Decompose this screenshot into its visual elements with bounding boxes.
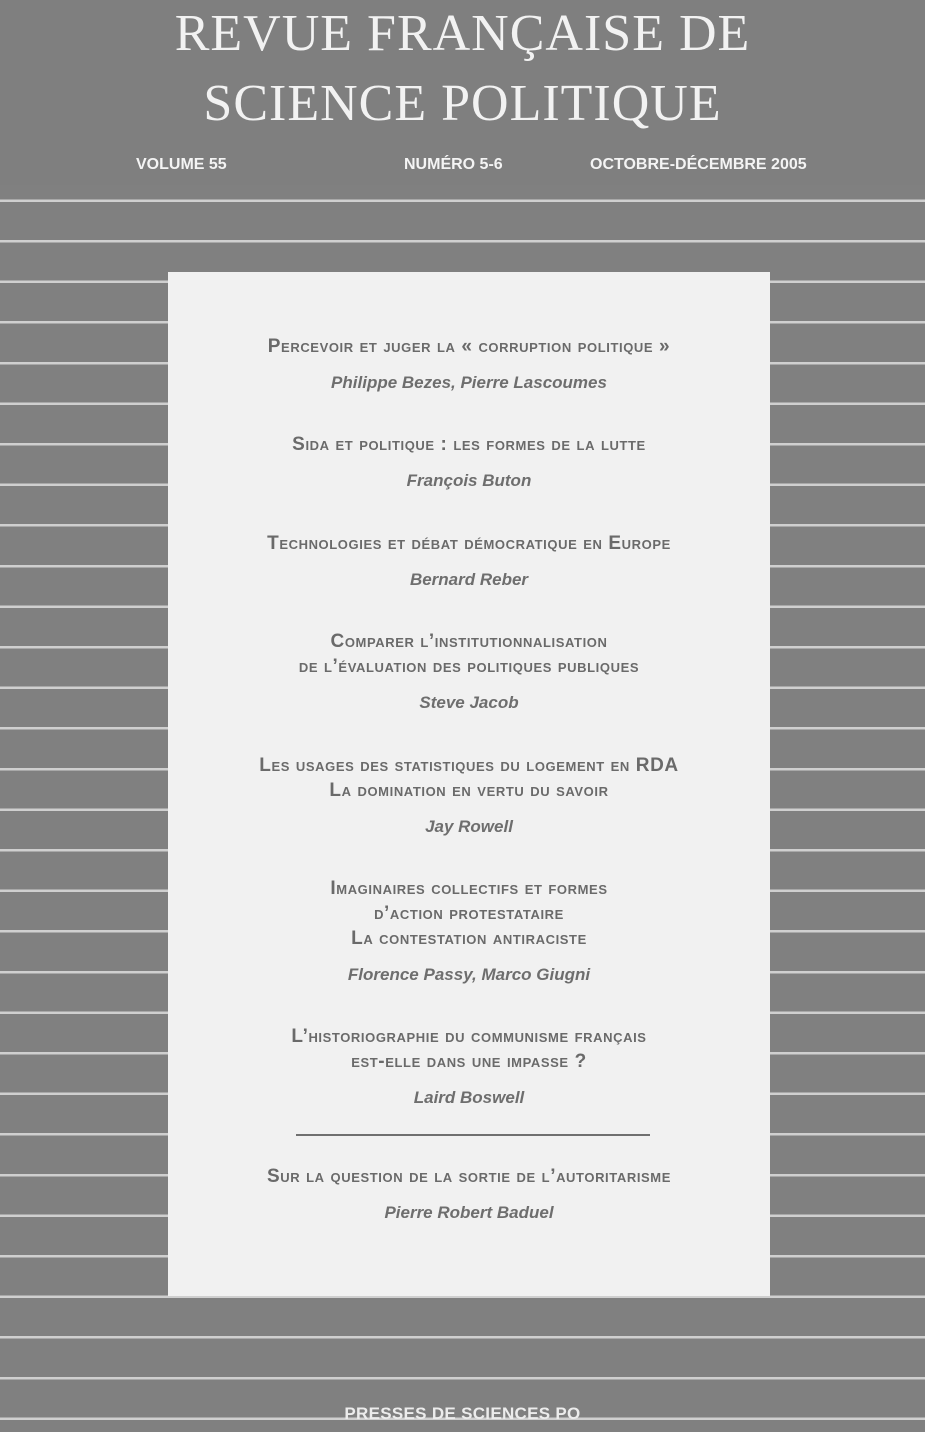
masthead — [0, 0, 925, 185]
article-title-line-2: de l’évaluation des politiques publiques — [298, 656, 640, 677]
contents-entry — [168, 531, 770, 590]
article-title-line-3: La contestation antiraciste — [351, 928, 587, 949]
article-authors: Bernard Reber — [409, 570, 529, 589]
publisher-name: PRESSES DE SCIENCES PO — [344, 1404, 581, 1423]
article-title: Percevoir et juger la « corruption politique » — [267, 336, 671, 357]
article-authors: Steve Jacob — [419, 693, 519, 712]
article-title-line-1: L’historiographie du communisme français — [291, 1026, 647, 1047]
contents-entry — [168, 753, 770, 837]
journal-title-line-1: REVUE FRANÇAISE DE — [174, 5, 751, 62]
article-title-line-2: d’action protestataire — [374, 903, 564, 924]
contents-panel — [168, 272, 770, 1296]
contents-entry — [168, 876, 770, 985]
article-title: Sur la question de la sortie de l’autoritarisme — [266, 1166, 671, 1187]
article-authors: Florence Passy, Marco Giugni — [347, 965, 591, 984]
article-title-line-2: La domination en vertu du savoir — [329, 780, 609, 801]
contents-entry — [168, 334, 770, 393]
section-divider — [296, 1134, 650, 1136]
contents-entry — [168, 1164, 770, 1223]
volume-label: VOLUME 55 — [136, 156, 227, 173]
article-title-line-2: est-elle dans une impasse ? — [351, 1051, 587, 1072]
issue-date: OCTOBRE-DÉCEMBRE 2005 — [590, 156, 807, 173]
contents-entry — [168, 1024, 770, 1108]
article-title-line-1: Les usages des statistiques du logement en RDA — [259, 755, 679, 776]
issue-number: NUMÉRO 5-6 — [404, 156, 503, 173]
article-title-line-1: Imaginaires collectifs et formes — [330, 878, 608, 899]
article-authors: Pierre Robert Baduel — [384, 1203, 554, 1222]
article-title-line-1: Comparer l’institutionnalisation — [330, 631, 608, 652]
journal-title-line-2: SCIENCE POLITIQUE — [203, 75, 722, 132]
contents-entry — [168, 629, 770, 713]
contents-entry — [168, 432, 770, 491]
article-authors: François Buton — [406, 471, 532, 490]
article-title: Technologies et débat démocratique en Europe — [267, 533, 671, 554]
article-title: Sida et politique : les formes de la lutte — [292, 434, 646, 455]
article-authors: Laird Boswell — [413, 1088, 525, 1107]
article-authors: Philippe Bezes, Pierre Lascoumes — [331, 373, 607, 392]
article-authors: Jay Rowell — [425, 817, 513, 836]
